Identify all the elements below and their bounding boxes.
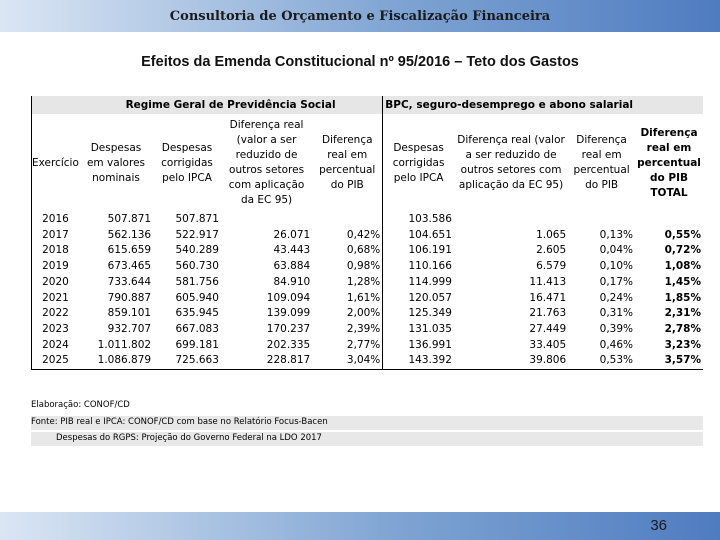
table-row xyxy=(32,228,704,244)
page-number: 36 xyxy=(650,517,667,534)
table-row xyxy=(32,291,704,307)
cell-diferenca-real-rgps: 63.884 xyxy=(273,260,311,273)
col-header-despesas-corrigidas-bpc: Despesas corrigidas pelo IPCA xyxy=(383,114,454,212)
table-row xyxy=(32,306,704,322)
cell-diferenca-real-bpc: 1.065 xyxy=(536,228,567,241)
top-header-bar xyxy=(0,0,720,32)
cell-diferenca-real-rgps: 139.099 xyxy=(266,307,311,320)
cell-despesas-corrigidas-bpc: 131.035 xyxy=(383,322,454,338)
col-header-despesas-nominais: Despesas em valores nominais xyxy=(86,141,146,184)
cell-percentual-pib-bpc: 0,39% xyxy=(599,322,634,335)
cell-percentual-pib-bpc: 0,31% xyxy=(599,307,634,320)
col-header-percentual-pib-bpc: Diferença real em percentual do PIB xyxy=(573,134,630,191)
cell-despesas-corrigidas-rgps: 667.083 xyxy=(175,322,219,335)
data-table-container xyxy=(31,96,703,370)
cell-percentual-pib-rgps: 2,00% xyxy=(346,307,381,320)
cell-diferenca-real-bpc: 11.413 xyxy=(529,275,567,288)
cell-percentual-pib-total: 3,57% xyxy=(635,353,703,369)
cell-despesas-nominais: 1.011.802 xyxy=(97,338,152,351)
group-rgps-label: Regime Geral de Previdência Social xyxy=(79,96,383,114)
cell-despesas-corrigidas-rgps: 581.756 xyxy=(175,275,219,288)
table-row xyxy=(32,243,704,259)
cell-diferenca-real-bpc: 16.471 xyxy=(529,291,567,304)
cell-despesas-corrigidas-bpc: 136.991 xyxy=(383,338,454,354)
note-fonte: Fonte: PIB real e IPCA: CONOF/CD com base no Relatório Focus-Bacen xyxy=(31,416,703,430)
cell-year: 2025 xyxy=(32,353,79,369)
cell-despesas-corrigidas-rgps: 605.940 xyxy=(175,291,219,304)
table-row xyxy=(32,322,704,338)
cell-despesas-nominais: 562.136 xyxy=(107,228,152,241)
cell-percentual-pib-bpc: 0,10% xyxy=(599,260,634,273)
cell-percentual-pib-total: 1,85% xyxy=(664,291,701,304)
cell-despesas-corrigidas-bpc: 104.651 xyxy=(383,228,454,244)
bottom-footer-bar xyxy=(0,512,720,540)
slide-subtitle: Efeitos da Emenda Constitucional nº 95/2016 – Teto dos Gastos xyxy=(141,54,579,70)
cell-percentual-pib-bpc: 0,13% xyxy=(599,228,634,241)
table-row xyxy=(32,353,704,369)
cell-despesas-corrigidas-rgps: 725.663 xyxy=(153,353,221,369)
table-row xyxy=(32,259,704,275)
table-body xyxy=(32,212,704,370)
cell-despesas-nominais: 1.086.879 xyxy=(79,353,153,369)
cell-year: 2019 xyxy=(32,259,79,275)
cell-percentual-pib-total: 1,45% xyxy=(664,275,701,288)
cell-despesas-nominais: 673.465 xyxy=(107,260,152,273)
cell-percentual-pib-rgps: 0,98% xyxy=(346,260,381,273)
cell-despesas-nominais: 859.101 xyxy=(107,307,152,320)
cell-percentual-pib-bpc xyxy=(568,212,635,228)
cell-diferenca-real-bpc: 27.449 xyxy=(529,322,567,335)
group-bpc-label: BPC, seguro-desemprego e abono salarial xyxy=(383,96,635,114)
cell-percentual-pib-bpc: 0,53% xyxy=(568,353,635,369)
cell-diferenca-real-bpc: 39.806 xyxy=(454,353,568,369)
column-header-row xyxy=(32,114,704,212)
col-header-exercicio: Exercício xyxy=(32,114,79,212)
cell-despesas-corrigidas-rgps: 699.181 xyxy=(175,338,219,351)
cell-percentual-pib-total xyxy=(635,212,703,228)
cell-diferenca-real-bpc: 21.763 xyxy=(529,307,567,320)
cell-diferenca-real-rgps xyxy=(221,212,312,228)
table-row xyxy=(32,338,704,354)
col-header-percentual-pib-total: Diferença real em percentual do PIB TOTAL xyxy=(637,126,701,199)
table-row xyxy=(32,275,704,291)
cell-diferenca-real-rgps: 109.094 xyxy=(266,291,311,304)
note-elaboracao: Elaboração: CONOF/CD xyxy=(31,400,130,410)
col-header-percentual-pib-rgps: Diferença real em percentual do PIB xyxy=(319,134,376,191)
cell-despesas-corrigidas-rgps: 507.871 xyxy=(175,213,219,225)
cell-percentual-pib-rgps: 1,28% xyxy=(346,275,381,288)
cell-percentual-pib-rgps xyxy=(312,212,383,228)
cell-despesas-corrigidas-bpc: 103.586 xyxy=(383,212,454,228)
cell-percentual-pib-rgps: 2,77% xyxy=(346,338,381,351)
cell-despesas-corrigidas-bpc: 143.392 xyxy=(383,353,454,369)
cell-percentual-pib-total: 0,55% xyxy=(664,228,701,241)
cell-despesas-corrigidas-bpc: 125.349 xyxy=(383,306,454,322)
cell-year: 2022 xyxy=(32,306,79,322)
cell-percentual-pib-rgps: 1,61% xyxy=(346,291,381,304)
cell-despesas-nominais: 507.871 xyxy=(107,213,152,225)
col-header-diferenca-real-bpc: Diferença real (valor a ser reduzido de outros setores com aplicação da EC 95) xyxy=(457,134,565,191)
cell-despesas-corrigidas-rgps: 635.945 xyxy=(175,307,219,320)
cell-percentual-pib-rgps: 2,39% xyxy=(346,322,381,335)
cell-percentual-pib-rgps: 3,04% xyxy=(312,353,383,369)
cell-despesas-nominais: 932.707 xyxy=(107,322,152,335)
cell-diferenca-real-rgps: 43.443 xyxy=(273,244,311,257)
cell-despesas-corrigidas-bpc: 110.166 xyxy=(383,259,454,275)
cell-diferenca-real-rgps: 202.335 xyxy=(266,338,311,351)
cell-diferenca-real-bpc: 6.579 xyxy=(536,260,567,273)
cell-despesas-corrigidas-rgps: 560.730 xyxy=(175,260,219,273)
cell-diferenca-real-rgps: 170.237 xyxy=(266,322,311,335)
col-header-diferenca-real-rgps: Diferença real (valor a ser reduzido de outros setores com aplicação da EC 95) xyxy=(228,119,305,206)
cell-despesas-nominais: 790.887 xyxy=(107,291,152,304)
cell-percentual-pib-total: 3,23% xyxy=(664,338,701,351)
table-notes xyxy=(31,399,703,446)
cell-despesas-nominais: 733.644 xyxy=(107,275,152,288)
cell-percentual-pib-total: 2,78% xyxy=(664,322,701,335)
cell-diferenca-real-rgps: 26.071 xyxy=(273,228,311,241)
cell-year: 2023 xyxy=(32,322,79,338)
group-header-row xyxy=(32,96,704,114)
cell-percentual-pib-total: 1,08% xyxy=(664,260,701,273)
header-title: Consultoria de Orçamento e Fiscalização Financeira xyxy=(169,9,551,24)
cell-year: 2020 xyxy=(32,275,79,291)
cell-percentual-pib-bpc: 0,17% xyxy=(599,275,634,288)
cell-year: 2018 xyxy=(32,243,79,259)
table-row xyxy=(32,212,704,228)
cell-year: 2016 xyxy=(32,212,79,228)
cell-year: 2021 xyxy=(32,291,79,307)
cell-despesas-corrigidas-bpc: 106.191 xyxy=(383,243,454,259)
cell-diferenca-real-bpc: 33.405 xyxy=(529,338,567,351)
cell-percentual-pib-rgps: 0,68% xyxy=(346,244,381,257)
cell-despesas-nominais: 615.659 xyxy=(107,244,152,257)
cell-percentual-pib-bpc: 0,46% xyxy=(599,338,634,351)
cell-diferenca-real-bpc xyxy=(454,212,568,228)
cell-year: 2017 xyxy=(32,228,79,244)
col-header-despesas-corrigidas-rgps: Despesas corrigidas pelo IPCA xyxy=(161,141,213,184)
cell-year: 2024 xyxy=(32,338,79,354)
cell-despesas-corrigidas-bpc: 114.999 xyxy=(383,275,454,291)
cell-percentual-pib-rgps: 0,42% xyxy=(346,228,381,241)
cell-despesas-corrigidas-rgps: 540.289 xyxy=(175,244,219,257)
cell-despesas-corrigidas-rgps: 522.917 xyxy=(175,228,219,241)
cell-percentual-pib-bpc: 0,04% xyxy=(599,244,634,257)
cell-despesas-corrigidas-bpc: 120.057 xyxy=(383,291,454,307)
cell-diferenca-real-rgps: 228.817 xyxy=(221,353,312,369)
cell-diferenca-real-bpc: 2.605 xyxy=(536,244,567,257)
note-despesas: Despesas do RGPS: Projeção do Governo Federal na LDO 2017 xyxy=(31,432,703,446)
cell-percentual-pib-total: 2,31% xyxy=(664,307,701,320)
cell-diferenca-real-rgps: 84.910 xyxy=(273,275,311,288)
data-table xyxy=(31,96,703,370)
cell-percentual-pib-bpc: 0,24% xyxy=(599,291,634,304)
cell-percentual-pib-total: 0,72% xyxy=(664,244,701,257)
